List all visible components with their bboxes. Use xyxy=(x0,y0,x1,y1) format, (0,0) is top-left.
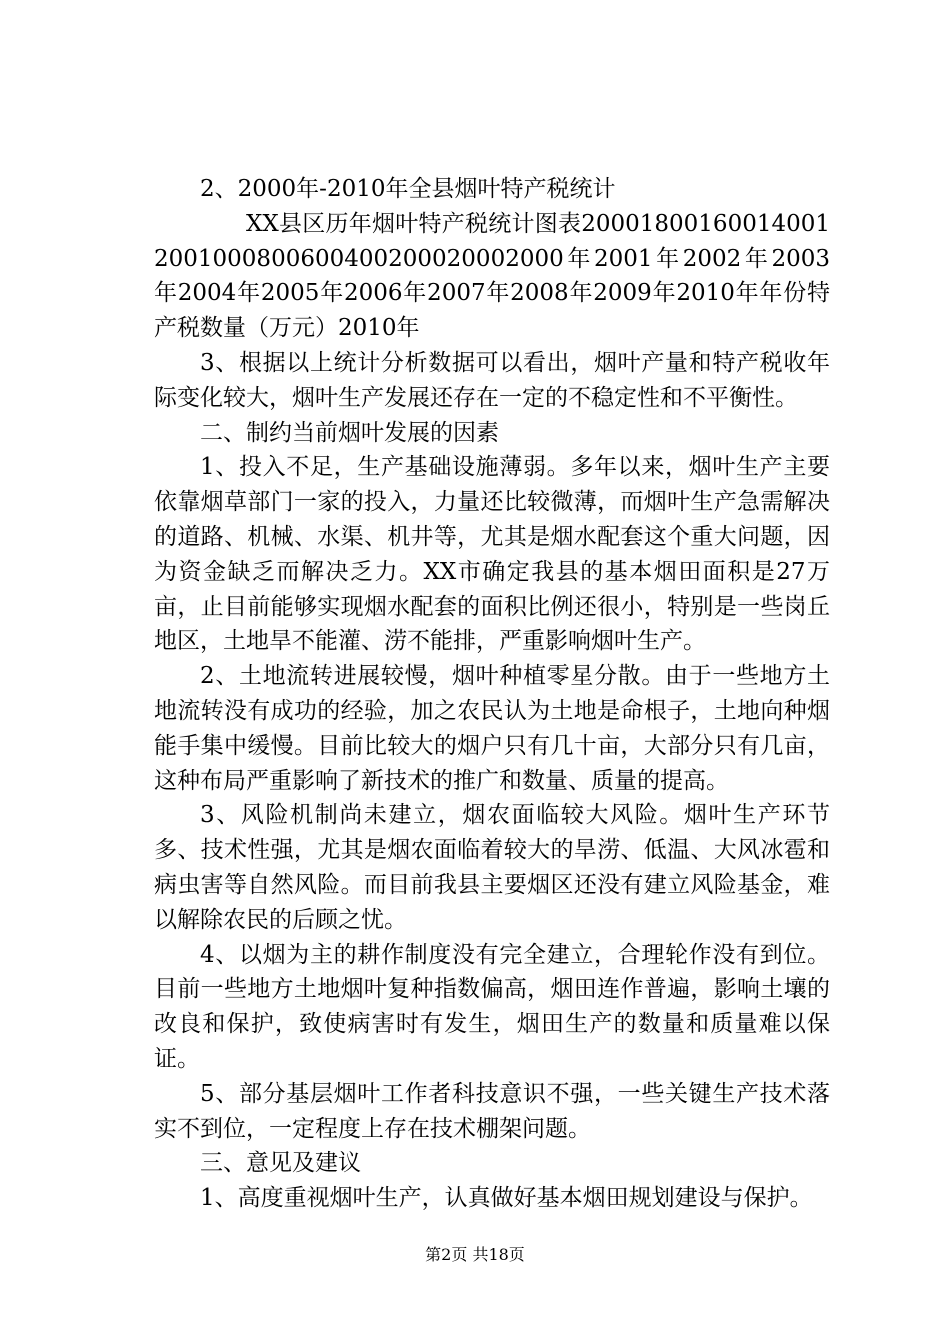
paragraph-constraint-4: 4、以烟为主的耕作制度没有完全建立，合理轮作没有到位。目前一些地方土地烟叶复种指数偏高，烟田连作普遍，影响土壤的改良和保护，致使病害时有发生，烟田生产的数量和质量难以保证。 xyxy=(154,941,830,1072)
document-body xyxy=(154,172,830,1216)
section-heading-tax-stats: 2、2000年-2010年全县烟叶特产税统计 xyxy=(200,176,616,202)
section-heading-constraints: 二、制约当前烟叶发展的因素 xyxy=(200,419,499,446)
paragraph-constraint-1: 1、投入不足，生产基础设施薄弱。多年以来，烟叶生产主要依靠烟草部门一家的投入，力量还比较微薄，而烟叶生产急需解决的道路、机械、水渠、机井等，尤其是烟水配套这个重大问题，因为资金缺乏而解决乏力。XX市确定我县的基本烟田面积是27万亩，止目前能够实现烟水配套的面积比例还很小，特别是一些岗丘地区，土地旱不能灌、涝不能排，严重影响烟叶生产。 xyxy=(154,454,830,655)
page-footer: 第2页 共18页 xyxy=(425,1245,525,1264)
paragraph-analysis-conclusion: 3、根据以上统计分析数据可以看出，烟叶产量和特产税收年际变化较大，烟叶生产发展还存在一定的不稳定性和不平衡性。 xyxy=(154,349,830,411)
section-heading-suggestions: 三、意见及建议 xyxy=(200,1150,361,1177)
chart-text-residue: XX县区历年烟叶特产税统计图表200018001600140012001000800600400200020002000年2001年2002年2003年2004年2005年2006年2007年2008年2009年2010年年份特产税数量（万元）2010年 xyxy=(154,210,830,342)
paragraph-constraint-5: 5、部分基层烟叶工作者科技意识不强，一些关键生产技术落实不到位，一定程度上存在技术棚架问题。 xyxy=(154,1080,830,1142)
paragraph-constraint-3: 3、风险机制尚未建立，烟农面临较大风险。烟叶生产环节多、技术性强，尤其是烟农面临着较大的旱涝、低温、大风冰雹和病虫害等自然风险。而目前我县主要烟区还没有建立风险基金，难以解除农民的后顾之忧。 xyxy=(154,802,830,933)
paragraph-suggestion-1: 1、高度重视烟叶生产，认真做好基本烟田规划建设与保护。 xyxy=(200,1185,813,1212)
paragraph-constraint-2: 2、土地流转进展较慢，烟叶种植零星分散。由于一些地方土地流转没有成功的经验，加之农民认为土地是命根子，土地向种烟能手集中缓慢。目前比较大的烟户只有几十亩，大部分只有几亩，这种布局严重影响了新技术的推广和数量、质量的提高。 xyxy=(154,663,830,794)
